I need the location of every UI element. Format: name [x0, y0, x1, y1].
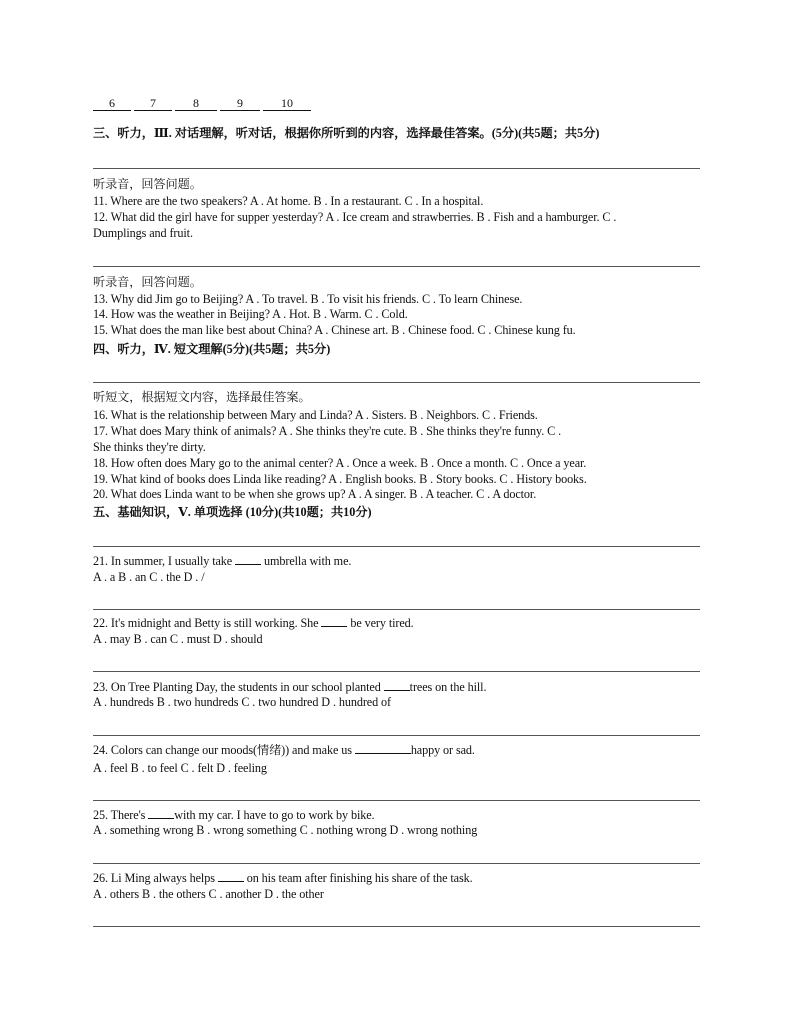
question-20: 20. What does Linda want to be when she grows up? A . A singer. B . A teacher. C . A doctor.: [93, 487, 537, 501]
instruction-listen: 听录音，回答问题。: [93, 177, 202, 191]
instruction-listen: 听录音，回答问题。: [93, 275, 202, 289]
fill-blank[interactable]: [321, 615, 347, 627]
question-stem: on his team after finishing his share of the task.: [243, 871, 473, 885]
instruction-passage: 听短文，根据短文内容，选择最佳答案。: [93, 390, 311, 404]
question-stem: 21. In summer, I usually take: [93, 554, 236, 568]
section3-header: 三、听力，Ⅲ. 对话理解，听对话，根据你所听到的内容，选择最佳答案。(5分)(共5题；共5分): [93, 126, 600, 140]
question-stem: be very tired.: [347, 616, 414, 630]
divider-rule: [93, 863, 700, 864]
divider-rule: [93, 609, 700, 610]
question-15: 15. What does the man like best about China? A . Chinese art. B . Chinese food. C . Chinese kung fu.: [93, 323, 576, 337]
divider-rule: [93, 546, 700, 547]
question-12-continued: Dumplings and fruit.: [93, 226, 193, 240]
question-23-options: A . hundreds B . two hundreds C . two hundred D . hundred of: [93, 695, 391, 709]
answer-blanks-row: [93, 94, 314, 112]
question-18: 18. How often does Mary go to the animal center? A . Once a week. B . Once a month. C . Once a year.: [93, 456, 587, 470]
divider-rule: [93, 168, 700, 169]
question-stem: 26. Li Ming always helps: [93, 871, 218, 885]
divider-rule: [93, 266, 700, 267]
question-24: [93, 742, 475, 758]
question-stem: 23. On Tree Planting Day, the students in our school planted: [93, 680, 384, 694]
question-17: 17. What does Mary think of animals? A . She thinks they're cute. B . She thinks they're funny. C .: [93, 424, 562, 438]
answer-blank-10[interactable]: 10: [263, 97, 311, 111]
fill-blank[interactable]: [355, 742, 411, 754]
divider-rule: [93, 382, 700, 383]
divider-rule: [93, 671, 700, 672]
question-26: [93, 870, 473, 886]
divider-rule: [93, 735, 700, 736]
question-13: 13. Why did Jim go to Beijing? A . To travel. B . To visit his friends. C . To learn Chinese.: [93, 292, 523, 306]
answer-blank-6[interactable]: 6: [93, 97, 131, 111]
question-22-options: A . may B . can C . must D . should: [93, 632, 263, 646]
section4-header: 四、听力，Ⅳ. 短文理解(5分)(共5题；共5分): [93, 342, 331, 356]
question-25: [93, 807, 375, 823]
question-23: [93, 679, 486, 695]
divider-rule: [93, 800, 700, 801]
answer-blank-7[interactable]: 7: [134, 97, 172, 111]
question-stem: with my car. I have to go to work by bike.: [174, 808, 375, 822]
question-stem: happy or sad.: [410, 743, 475, 757]
question-21: [93, 553, 351, 569]
question-12: 12. What did the girl have for supper yesterday? A . Ice cream and strawberries. B . Fish and a hamburger. C .: [93, 210, 617, 224]
question-stem: trees on the hill.: [409, 680, 487, 694]
question-21-options: A . a B . an C . the D . /: [93, 570, 205, 584]
question-25-options: A . something wrong B . wrong something C . nothing wrong D . wrong nothing: [93, 823, 478, 837]
question-22: [93, 615, 414, 631]
answer-blank-9[interactable]: 9: [220, 97, 260, 111]
fill-blank[interactable]: [148, 807, 174, 819]
question-14: 14. How was the weather in Beijing? A . Hot. B . Warm. C . Cold.: [93, 307, 408, 321]
fill-blank[interactable]: [235, 553, 261, 565]
answer-blank-8[interactable]: 8: [175, 97, 217, 111]
question-stem: 24. Colors can change our moods(情绪)) and make us: [93, 743, 355, 757]
question-stem: umbrella with me.: [261, 554, 352, 568]
question-stem: 22. It's midnight and Betty is still working. She: [93, 616, 322, 630]
fill-blank[interactable]: [218, 870, 244, 882]
divider-rule: [93, 926, 700, 927]
question-16: 16. What is the relationship between Mary and Linda? A . Sisters. B . Neighbors. C . Friends.: [93, 408, 538, 422]
fill-blank[interactable]: [384, 679, 410, 691]
question-19: 19. What kind of books does Linda like reading? A . English books. B . Story books. C . History books.: [93, 472, 587, 486]
question-17-continued: She thinks they're dirty.: [93, 440, 206, 454]
question-11: 11. Where are the two speakers? A . At home. B . In a restaurant. C . In a hospital.: [93, 194, 484, 208]
section5-header: 五、基础知识，Ⅴ. 单项选择 (10分)(共10题；共10分): [93, 505, 372, 519]
question-24-options: A . feel B . to feel C . felt D . feeling: [93, 761, 267, 775]
question-stem: 25. There's: [93, 808, 149, 822]
question-26-options: A . others B . the others C . another D . the other: [93, 887, 324, 901]
